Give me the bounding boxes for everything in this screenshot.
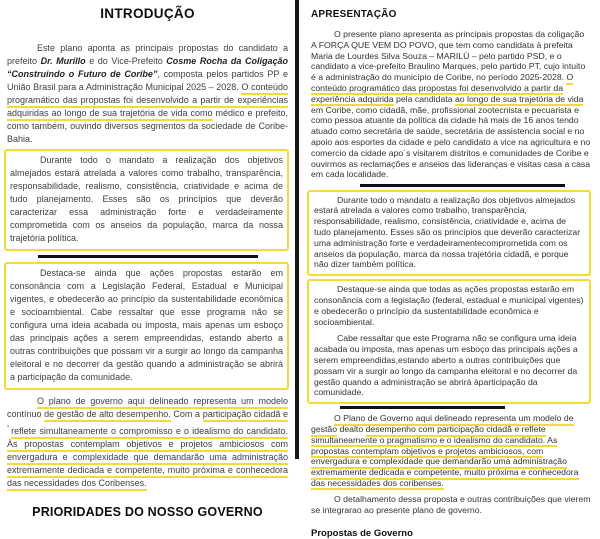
left-paragraph-2: Durante todo o mandato a realização dos objetivos almejados estará atrelada a valores como trabalho, transparência, responsabilidade, realismo, consistência, criatividade e acima de tudo planejamento. Esses são os princípios que deverão caracterizar essa administração forte e verdadeiramente comprometida com os anseios da população, marca da nossa trajetória política. (10, 155, 283, 243)
text-segment: em Coribe, como cidadã, mãe, profissional zootecnista e pecuarista e como pessoa atuante da política da cidade há mais de 16 anos tendo atuado como secretária de saúde, secretária de assistencia social e no apoio aos esportes da cidade e pelo candidato a vice na agricultura e no comercio da cidade apo´s visitarem distritos e comunidades de Coribe e ouvirmos as reclamações e anseios das lideranças e visitas casa a casa em cada localidade. (311, 104, 591, 180)
highlighted-text: O conteúdo programático das propostas foi desenvolvido a partir de experiências adquiridas ao longo de sua trajetória de vida como (7, 82, 288, 121)
left-page-title: INTRODUÇÃO (100, 6, 195, 21)
right-highlight-box-2 (307, 279, 591, 404)
text-segment: e do Vice-Prefeito (85, 56, 167, 66)
highlighted-text: desempenho com participação cidadã e reflete simultaneamente o pragmatismo e o idealismo do candidato. As propostas contemplam objetivos e projetos ambiciosos, com envergadura e complexidade que demandarão uma administração extremamente dedicada e competente, muito próxima e conhecedora das necessidades dos coribenses. (311, 424, 579, 490)
right-highlight-box-1 (307, 190, 591, 277)
highlighted-text: reflete simultaneamente o compromisso e o idealismo do candidato. Às propostas contemplam objetivos e projetos ambiciosos com envergadura e complexidade que demandarão uma administração extremamente dedicada e competente, muito próxima e conhecedora das necessidades dos Coribenses. (7, 426, 288, 491)
right-paragraph-2: Durante todo o mandato a realização dos objetivos almejados estará atrelada a valores como trabalho, transparência, responsabilidade, realismo, consistência, criatividade e, acima de tudo planejamento. Esses são os princípios que deverão caracterizar uma administração forte e verdadeiramentecomprometida com os anseios da população, marca da nossa trajetória cidadã, e porque não dizer também política. (314, 194, 581, 270)
right-page-title: APRESENTAÇÃO (311, 9, 397, 20)
text-segment: O presente plano apresenta as principais propostas da coligação A FORÇA QUE VEM DO POVO, que tem como candidata à prefeita Maria de Lourdes Silva Souza – MARILÚ – pelo partido PSD, e o candidato a vice-prefeito Braulino Marques, pelo partido PT, cujo intuito é a administração do município de Coribe, no período 2025-2028. (311, 29, 586, 83)
left-highlight-box-1 (4, 149, 289, 251)
left-highlight-box-2 (4, 262, 289, 390)
highlighted-text: O plano de governo aqui delineado representa um modelo (37, 396, 288, 409)
text-segment: dealto (337, 424, 366, 434)
text-segment: , composta pelos partidos PP e União Brasil para a Administração Municipal 2025 – 2028. (7, 69, 288, 92)
right-paragraph-5 (311, 413, 591, 489)
right-paragraph-6: O detalhamento dessa proposta e outras contribuições que vierem se integrarao ao presente plano de governo. (311, 493, 591, 515)
highlighted-text: O conteúdo programático das propostas foi desenvolvido a partir da experiência adquirida (311, 72, 573, 106)
highlighted-text: O Plano de Governo aqui delineado representa um modelo de gestão (311, 413, 574, 436)
left-paragraph-4 (7, 395, 288, 490)
highlighted-text: de gestão de alto desempenho. (44, 409, 171, 422)
left-paragraph-1 (7, 42, 288, 146)
right-section-rule-1 (360, 184, 565, 187)
right-paragraph-1 (311, 29, 591, 180)
right-footer-title: Propostas de Governo (311, 528, 413, 539)
right-paragraph-3: Destaque-se ainda que todas as ações propostas estarão em consonância com a legislação (federal, estadual e municipal vigentes) e obedecerão o princípio da sustentabilidade econômica e socioambiental. (314, 284, 584, 327)
correction-mark: ’ (7, 425, 12, 432)
text-segment: médico e prefeito, como também, ouvindo diversos segmentos da sociedade de Coribe-Bahia. (7, 108, 288, 144)
right-section-rule-2 (340, 406, 505, 409)
text-segment: pela candidata (393, 93, 455, 104)
left-footer-title: PRIORIDADES DO NOSSO GOVERNO (32, 505, 263, 519)
highlighted-text: ao longo de sua trajetória de vida (455, 94, 583, 107)
page-introducao (0, 0, 295, 519)
emphasized-name: Cosme Rocha da Coligação “Construindo o Futuro de Coribe” (7, 56, 288, 79)
page-apresentacao (299, 0, 600, 539)
left-paragraph-3: Destaca-se ainda que ações propostas estarão em consonância com a Legislação Federal, Estadual e Municipal vigentes, e obedecerão ao princípio da sustentabilidade econômica e socioambiental. Cabe ressaltar que esse programa não se configura uma ideia acabada ou imposta, mais apenas um esboço das principais ações a serem empreendidas, estando aberto a outras contribuições que possam vir a surgir ao longo da campanha eleitoral e no decorrer da gestão quando a administração se abrirá a participação da comunidade. (10, 268, 283, 382)
text-segment: contínuo (7, 409, 45, 419)
highlighted-text: participação cidadã e (203, 409, 288, 422)
emphasized-name: Dr. Murillo (40, 56, 86, 66)
text-segment: Com a (170, 409, 203, 419)
left-section-rule (38, 255, 258, 258)
right-paragraph-4: Cabe ressaltar que este Programa não se configura uma ideia acabada ou imposta, mas apenas um esboço das principais ações a serem empreendidas,estando aberto a outras contribuições que possam vir a surgir ao longo da campanha eleitoral e no decorrer da gestão quando a administração se abrirá àparticipação da comunidade. (314, 333, 578, 398)
text-segment: Este plano aponta as principais propostas do candidato a prefeito (7, 43, 288, 66)
